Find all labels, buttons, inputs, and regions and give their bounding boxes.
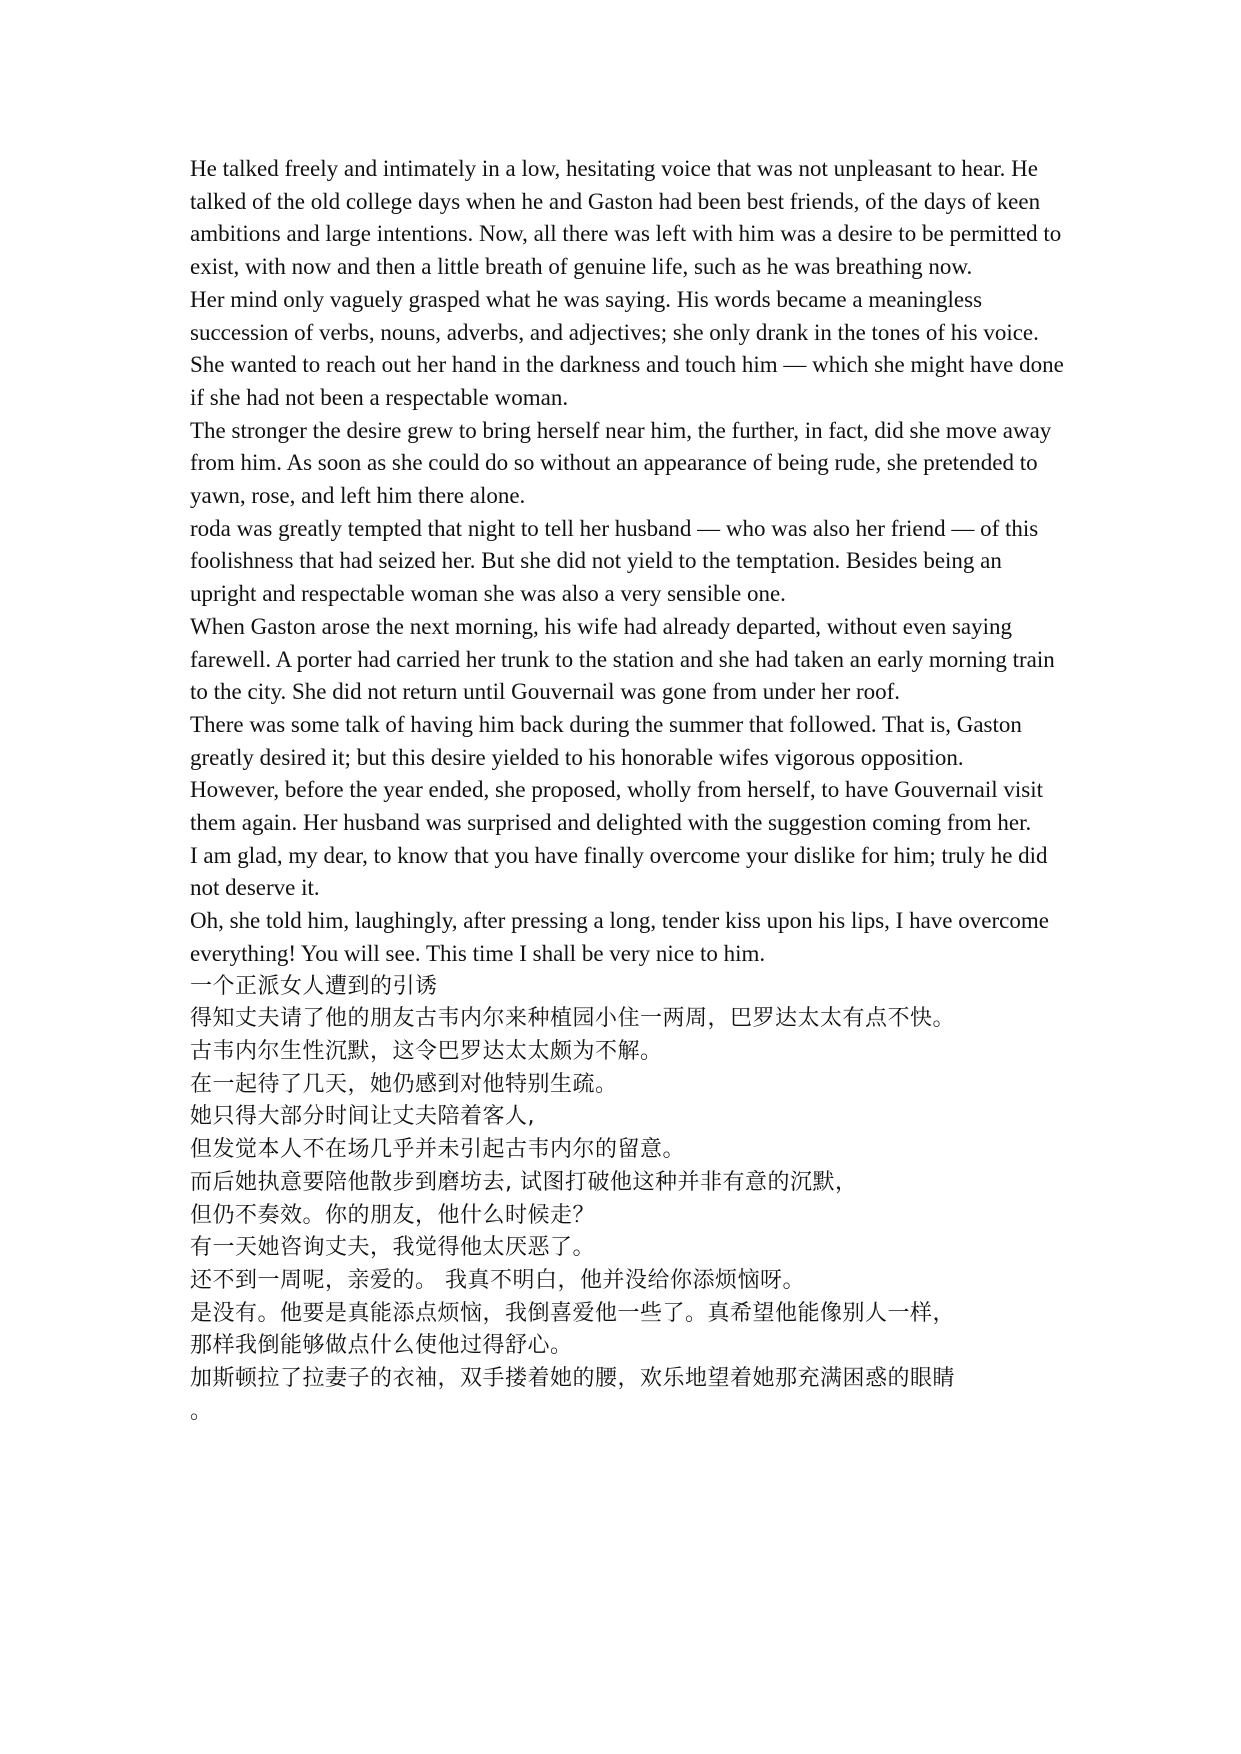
paragraph: Oh, she told him, laughingly, after pressing a long, tender kiss upon his lips, I have overcome everything! You will see. This time I shall be very nice to him.: [190, 908, 1049, 966]
paragraph: He talked freely and intimately in a low, hesitating voice that was not unpleasant to hear. He talked of the old college days when he and Gaston had been best friends, of the days of keen ambitions and large intentions. Now, all there was left with him was a desire to be permitted to exist, with now and then a little breath of genuine life, such as he was breathing now.: [190, 156, 1062, 280]
chinese-line: 但仍不奏效。你的朋友，他什么时候走？: [190, 1202, 596, 1228]
paragraph: roda was greatly tempted that night to tell her husband — who was also her friend — of this foolishness that had seized her. But she did not yield to the temptation. Besides being an upright and respectable woman she was also a very sensible one.: [190, 515, 1039, 607]
chinese-line: 在一起待了几天，她仍感到对他特别生疏。: [190, 1071, 618, 1097]
chinese-title: 一个正派女人遭到的引诱: [190, 973, 438, 999]
paragraph: There was some talk of having him back during the summer that followed. That is, Gaston greatly desired it; but this desire yielded to his honorable wifes vigorous opposition.: [190, 711, 1022, 770]
chinese-line: 但发觉本人不在场几乎并未引起古韦内尔的留意。: [190, 1137, 686, 1163]
chinese-line: 是没有。他要是真能添点烦恼，我倒喜爱他一些了。真希望他能像别人一样，: [190, 1300, 956, 1326]
paragraph: Her mind only vaguely grasped what he was saying. His words became a meaningless succession of verbs, nouns, adverbs, and adjectives; she only drank in the tones of his voice. She wanted to reach out her hand in the darkness and touch him — which she might have done if she had not been a respectable woman.: [190, 286, 1064, 410]
chinese-line: 她只得大部分时间让丈夫陪着客人,: [190, 1104, 535, 1130]
chinese-line: 古韦内尔生性沉默，这令巴罗达太太颇为不解。: [190, 1038, 663, 1064]
chinese-line: 那样我倒能够做点什么使他过得舒心。: [190, 1333, 573, 1359]
paragraph: However, before the year ended, she proposed, wholly from herself, to have Gouvernail visit them again. Her husband was surprised and delighted with the suggestion coming from her.: [190, 777, 1043, 836]
paragraph: I am glad, my dear, to know that you have finally overcome your dislike for him; truly he did not deserve it.: [190, 842, 1048, 901]
chinese-line: 得知丈夫请了他的朋友古韦内尔来种植园小住一两周，巴罗达太太有点不快。: [190, 1006, 956, 1032]
paragraph: When Gaston arose the next morning, his wife had already departed, without even saying farewell. A porter had carried her trunk to the station and she had taken an early morning train to the city. She did not return until Gouvernail was gone from under her roof.: [190, 613, 1055, 705]
document-page: [190, 153, 1065, 1428]
chinese-line: 而后她执意要陪他散步到磨坊去, 试图打破他这种并非有意的沉默，: [190, 1169, 858, 1195]
chinese-line: 加斯顿拉了拉妻子的衣袖，双手搂着她的腰，欢乐地望着她那充满困惑的眼睛: [190, 1366, 956, 1392]
chinese-line: 。: [190, 1398, 213, 1424]
chinese-line: 还不到一周呢，亲爱的。 我真不明白，他并没给你添烦恼呀。: [190, 1267, 805, 1293]
paragraph: The stronger the desire grew to bring herself near him, the further, in fact, did she move away from him. As soon as she could do so without an appearance of being rude, she pretended to yawn, rose, and left him there alone.: [190, 417, 1052, 509]
chinese-line: 有一天她咨询丈夫，我觉得他太厌恶了。: [190, 1235, 596, 1261]
